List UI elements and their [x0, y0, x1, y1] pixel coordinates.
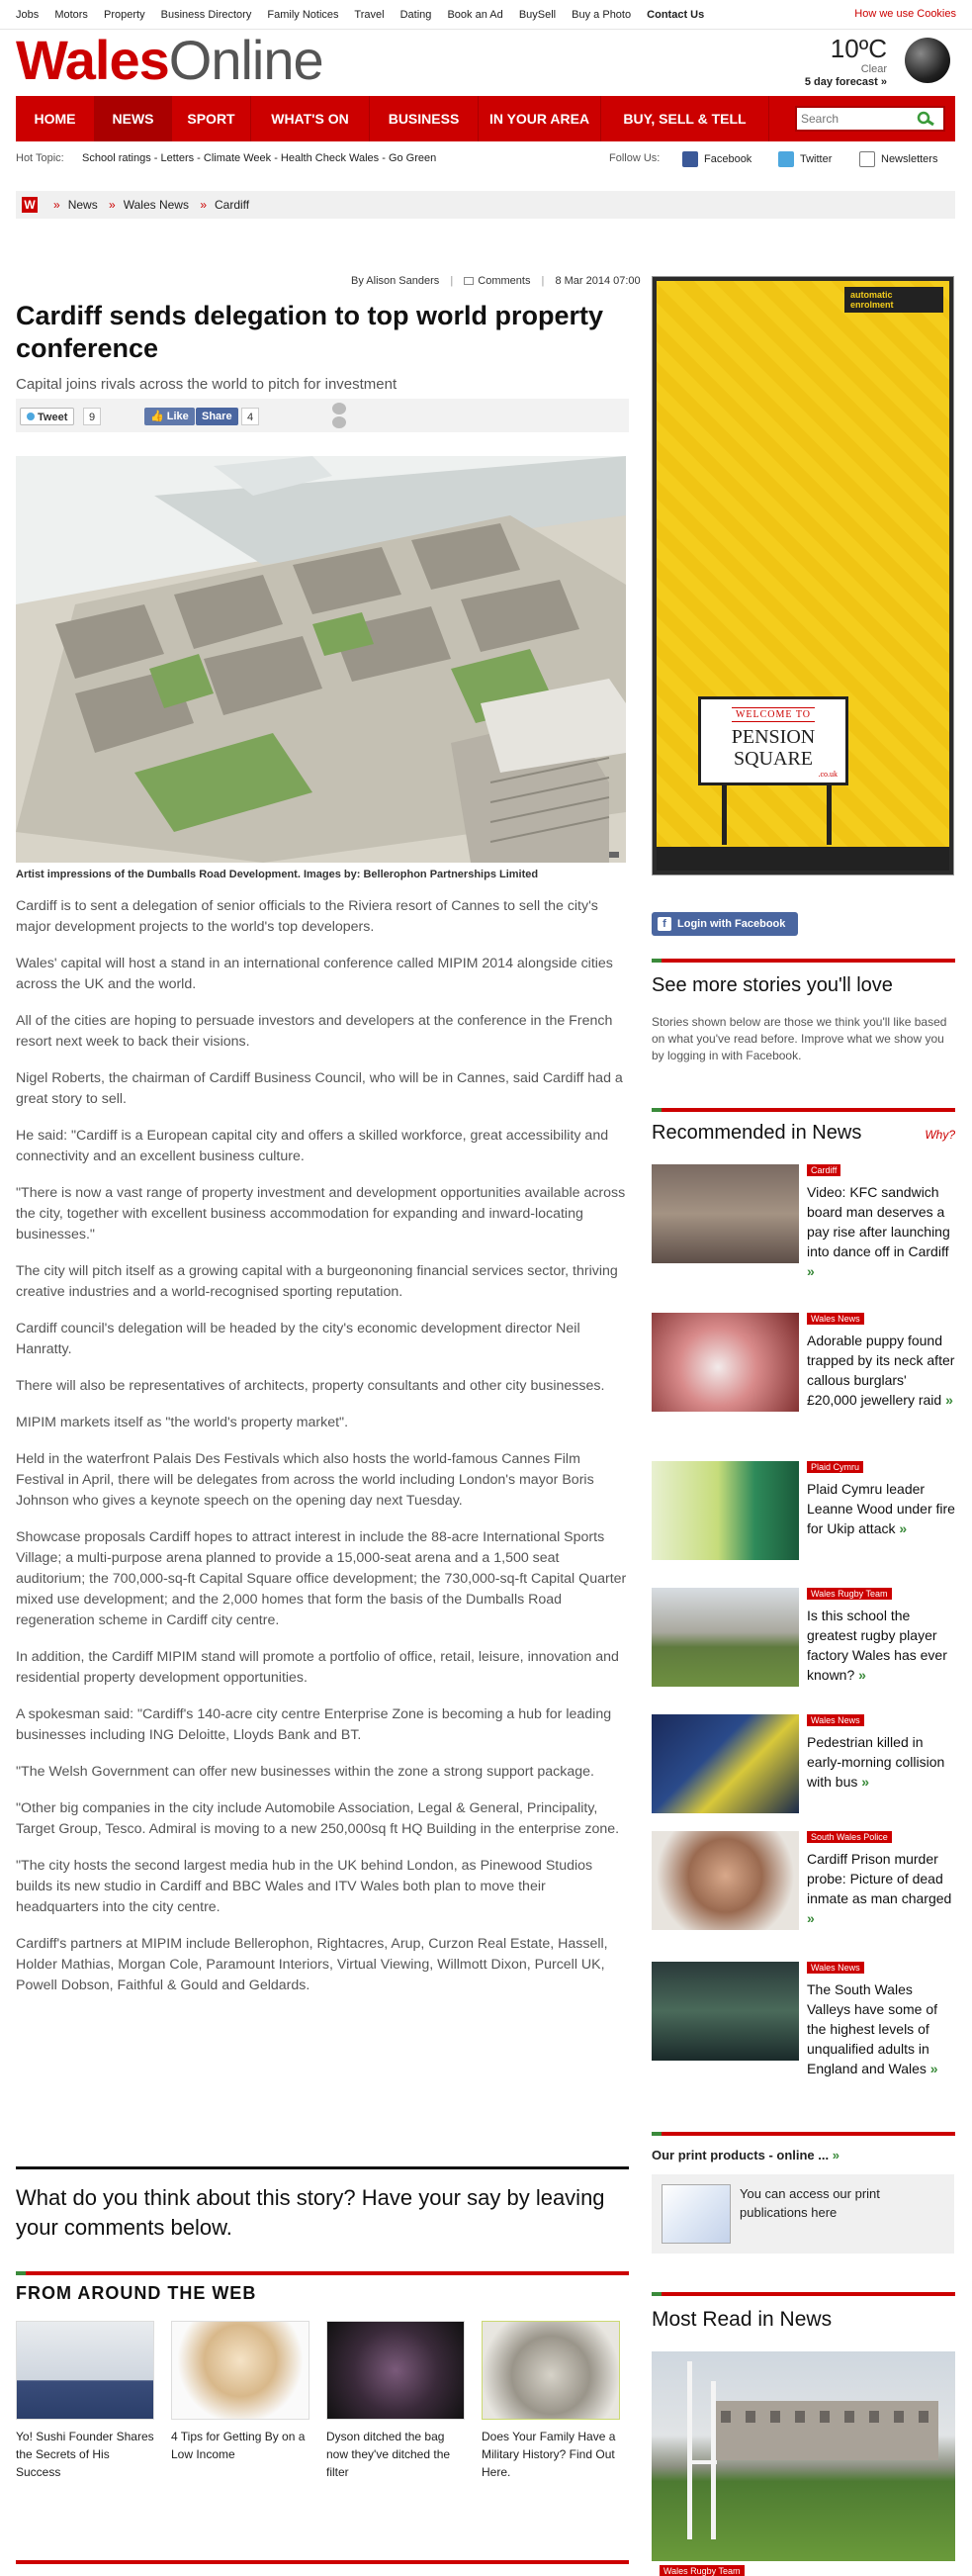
recommended-thumb	[652, 1461, 799, 1560]
comments-link[interactable]: Comments	[478, 275, 531, 287]
see-more-text: Stories shown below are those we think you'll like based on what you've read before. Improve what we show you by logging in with Facebook.	[652, 1015, 947, 1062]
breadcrumb-wales-news[interactable]: Wales News	[123, 198, 189, 212]
web-story-title: Yo! Sushi Founder Shares the Secrets of His Success	[16, 2430, 154, 2479]
article-paragraph: He said: "Cardiff is a European capital city and offers a skilled workforce, great accessibility and connectivity and an excellent business culture.	[16, 1128, 609, 1164]
article-headline: Cardiff sends delegation to top world property conference	[16, 301, 604, 363]
recommended-title-text	[807, 1182, 955, 1281]
utility-link-buysell[interactable]: BuySell	[518, 9, 557, 21]
follow-us-label: Follow Us:	[609, 152, 661, 164]
utility-link-family-notices[interactable]: Family Notices	[267, 9, 339, 21]
recommended-tag: Cardiff	[807, 1164, 840, 1176]
arrow-icon: »	[807, 1263, 815, 1279]
section-divider	[652, 2292, 955, 2296]
most-read-image[interactable]	[652, 2351, 955, 2561]
article-standfirst: Capital joins rivals across the world to pitch for investment	[16, 376, 398, 393]
utility-links	[16, 9, 717, 21]
article-paragraph: The city will pitch itself as a growing capital with a burgeononing financial services sector, thriving creative industries and a world-recognised sporting reputation.	[16, 1263, 618, 1300]
print-products-text: You can access our print publications here	[740, 2186, 880, 2220]
article-paragraph: "The city hosts the second largest media hub in the UK behind London, as Pinewood Studios builds its new studio in Cardiff and BBC Wales and ITV Wales both plan to move their headquarters into the city centre.	[16, 1858, 593, 1915]
search-icon[interactable]	[916, 111, 937, 127]
article-paragraph: A spokesman said: "Cardiff's 140-acre city centre Enterprise Zone is becoming a hub for leading businesses including ING Deloitte, Lloyds Bank and BT.	[16, 1706, 612, 1743]
web-story-image	[171, 2321, 309, 2420]
comment-icon	[464, 277, 474, 285]
facebook-follow-link[interactable]	[682, 148, 751, 170]
weather-widget	[788, 34, 956, 91]
twitter-label: Twitter	[800, 153, 833, 165]
ad-brand: automatic enrolment	[844, 287, 943, 313]
article-paragraph: "There is now a vast range of property investment and development opportunities available across the city, together with excellent business accommodation for expanding and inward-locating businesses."	[16, 1185, 626, 1242]
article-paragraph: MIPIM markets itself as "the world's property market".	[16, 1415, 349, 1430]
section-divider	[652, 1108, 955, 1112]
recommended-headline: Pedestrian killed in early-morning collision with bus	[807, 1734, 945, 1790]
utility-link-contact-us[interactable]: Contact Us	[647, 9, 705, 21]
recommended-item[interactable]	[652, 1714, 954, 1843]
ad-sign-post	[827, 785, 832, 845]
utility-link-dating[interactable]: Dating	[399, 9, 432, 21]
nav-in-your-area[interactable]: IN YOUR AREA	[479, 96, 601, 141]
recommended-title-text	[807, 1732, 955, 1792]
recommended-title: Recommended in News	[652, 1122, 862, 1144]
article-paragraph: Cardiff is to sent a delegation of senior officials to the Riviera resort of Cannes to sell the city's major development projects to the world's top developers.	[16, 898, 598, 935]
home-w-icon[interactable]: W	[22, 197, 38, 213]
thumbs-up-icon: 👍	[150, 411, 164, 422]
arrow-icon: »	[832, 2148, 839, 2162]
newsletters-link[interactable]	[859, 148, 937, 170]
article-paragraph: Showcase proposals Cardiff hopes to attract interest in include the 88-acre International Sports Village; a multi-purpose arena planned to provide a 15,000-seat arena and a 1,500 seat auditorium; the 700,000-sq-ft Capital Square office development; the 730,000-sq-ft Capital Quarter mixed use development; and the 2,000 homes that form the basis of the Dumballs Road regeneration scheme in Cardiff city centre.	[16, 1529, 627, 1628]
advertisement[interactable]	[652, 276, 954, 875]
arrow-icon: »	[807, 1910, 815, 1926]
nav-news[interactable]: NEWS	[95, 96, 172, 141]
facebook-login-button[interactable]	[652, 912, 798, 936]
facebook-label: Facebook	[704, 153, 752, 165]
recommended-title-text	[807, 1606, 955, 1685]
recommended-tag: Wales News	[807, 1313, 864, 1325]
article-paragraph: "The Welsh Government can offer new businesses within the zone a strong support package.	[16, 1764, 594, 1780]
utility-link-book-an-ad[interactable]: Book an Ad	[447, 9, 503, 21]
facebook-like-button[interactable]	[144, 408, 195, 425]
arrow-icon: »	[858, 1667, 866, 1683]
from-around-web-title: FROM AROUND THE WEB	[16, 2283, 257, 2303]
weather-forecast-link[interactable]: 5 day forecast »	[804, 76, 887, 88]
twitter-bird-icon	[27, 413, 35, 420]
ad-sign-top: WELCOME TO	[732, 707, 815, 722]
utility-link-business-directory[interactable]: Business Directory	[160, 9, 252, 21]
article-hero-image	[16, 456, 626, 863]
tweet-count: 9	[83, 408, 101, 425]
recommended-item[interactable]	[652, 1313, 954, 1441]
ad-sign	[698, 696, 848, 785]
nav-business[interactable]: BUSINESS	[370, 96, 479, 141]
article-paragraph: Cardiff's partners at MIPIM include Bellerophon, Rightacres, Arup, Curzon Real Estate, Hassell, Holder Mathias, Morgan Cole, Paramount Interiors, Virtual Viewing, Willmott Dixon, Purcell UK, Powell Dobson, Faithful & Gould and Geldards.	[16, 1936, 608, 1993]
article-body	[16, 896, 629, 2012]
utility-link-travel[interactable]: Travel	[354, 9, 385, 21]
recommended-item[interactable]	[652, 1164, 954, 1293]
see-more-title: See more stories you'll love	[652, 974, 893, 996]
share-plus-icon[interactable]	[332, 403, 346, 414]
print-products-title[interactable]	[652, 2148, 839, 2162]
article-paragraph: In addition, the Cardiff MIPIM stand will promote a portfolio of office, retail, leisure, innovation and residential property development opportunities.	[16, 1649, 619, 1686]
facebook-share-button[interactable]: Share	[196, 408, 238, 425]
ad-sign-main: PENSION SQUARE	[731, 726, 816, 770]
recommended-headline: Plaid Cymru leader Leanne Wood under fire for Ukip attack	[807, 1481, 955, 1536]
recommended-tag: Wales Rugby Team	[807, 1588, 892, 1600]
author-link[interactable]: By Alison Sanders	[351, 275, 440, 287]
utility-link-motors[interactable]: Motors	[54, 9, 88, 21]
utility-link-jobs[interactable]: Jobs	[16, 9, 40, 21]
weather-condition: Clear	[860, 63, 887, 75]
recommended-thumb	[652, 1831, 799, 1930]
hot-topic-links[interactable]: School ratings - Letters - Climate Week - Health Check Wales - Go Green	[82, 152, 437, 164]
search-input[interactable]	[801, 110, 912, 128]
search-box	[795, 106, 945, 132]
ad-skyline	[657, 847, 949, 871]
breadcrumb-cardiff[interactable]: Cardiff	[215, 198, 250, 212]
most-read-tag: Wales Rugby Team	[660, 2565, 745, 2576]
web-story-title: Dyson ditched the bag now they've ditched the filter	[326, 2430, 451, 2479]
recommended-tag: Plaid Cymru	[807, 1461, 863, 1473]
recommended-headline: Video: KFC sandwich board man deserves a pay rise after launching into dance off in Cardiff	[807, 1184, 950, 1259]
arrow-icon: »	[899, 1520, 908, 1536]
like-label: Like	[166, 411, 189, 422]
recommended-title-text	[807, 1849, 955, 1928]
facebook-icon	[682, 151, 698, 167]
share-count: 4	[241, 408, 259, 425]
web-story-card[interactable]	[326, 2321, 467, 2481]
section-divider	[16, 2271, 629, 2275]
article-paragraph: There will also be representatives of architects, property consultants and other city businesses.	[16, 1378, 605, 1394]
recommended-tag: Wales News	[807, 1962, 864, 1974]
logo-wales: Wales	[16, 29, 169, 91]
arrow-icon: »	[861, 1774, 870, 1790]
recommended-headline: The South Wales Valleys have some of the highest levels of unqualified adults in England and Wales	[807, 1981, 938, 2076]
recommended-tag: Wales News	[807, 1714, 864, 1726]
arrow-icon: »	[929, 2061, 938, 2076]
web-story-card[interactable]	[482, 2321, 622, 2481]
cookies-link[interactable]: How we use Cookies	[854, 8, 956, 20]
web-story-title: Does Your Family Have a Military History? Find Out Here.	[482, 2430, 616, 2479]
arrow-icon: »	[945, 1392, 953, 1408]
article-paragraph: Cardiff council's delegation will be headed by the city's economic development director Neil Hanratty.	[16, 1321, 580, 1357]
article-date: 8 Mar 2014 07:00	[555, 275, 641, 287]
article-paragraph: Nigel Roberts, the chairman of Cardiff Business Council, who will be in Cannes, said Cardiff had a great story to sell.	[16, 1070, 623, 1107]
magazine-icon	[662, 2184, 731, 2244]
recommended-item[interactable]	[652, 1461, 954, 1590]
article-byline: By Alison Sanders | Comments | 8 Mar 2014 07:00	[351, 275, 641, 287]
print-products-box[interactable]	[652, 2174, 954, 2254]
recommended-item[interactable]	[652, 1831, 954, 1960]
section-divider	[16, 2560, 629, 2564]
web-story-image	[326, 2321, 465, 2420]
recommended-item[interactable]	[652, 1588, 954, 1716]
article-paragraph: Held in the waterfront Palais Des Festivals which also hosts the world-famous Cannes Film Festival in April, there will be delegates from across the world including London's mayor Boris Johnson who gives a keynote speech on the opening day next Tuesday.	[16, 1451, 594, 1509]
ad-sign-post	[722, 785, 727, 845]
section-divider	[652, 959, 955, 963]
section-divider	[652, 2132, 955, 2136]
print-products-label: Our print products - online ...	[652, 2148, 830, 2162]
recommended-thumb	[652, 1164, 799, 1263]
dumballs-road-render	[16, 456, 626, 863]
breadcrumb: W » News » Wales News » Cardiff	[16, 191, 955, 219]
article-paragraph: "Other big companies in the city include Automobile Association, Legal & General, Principality, Target Group, Tesco. Admiral is moving to a new 250,000sq ft HQ Building in the enterprise zone.	[16, 1800, 620, 1837]
comments-prompt: What do you think about this story? Have your say by leaving your comments below.	[16, 2166, 629, 2243]
share-bar	[16, 399, 629, 432]
twitter-icon	[778, 151, 794, 167]
breadcrumb-news[interactable]: News	[67, 198, 98, 212]
logo-online: Online	[168, 29, 323, 91]
recommended-tag: South Wales Police	[807, 1831, 892, 1843]
nav-buy-sell-tell[interactable]: BUY, SELL & TELL	[601, 96, 769, 141]
newsletters-label: Newsletters	[881, 153, 938, 165]
hot-topics-bar	[16, 148, 955, 170]
nav-whats-on[interactable]: WHAT'S ON	[251, 96, 370, 141]
recommended-thumb	[652, 1588, 799, 1687]
web-story-card[interactable]	[16, 2321, 156, 2481]
web-story-title: 4 Tips for Getting By on a Low Income	[171, 2430, 306, 2461]
web-story-image	[16, 2321, 154, 2420]
nav-home[interactable]: HOME	[16, 96, 95, 141]
utility-link-property[interactable]: Property	[104, 9, 145, 21]
twitter-follow-link[interactable]	[778, 148, 832, 170]
tweet-label: Tweet	[38, 412, 68, 423]
image-caption: Artist impressions of the Dumballs Road Development. Images by: Bellerophon Partnerships Limited	[16, 869, 539, 880]
article-paragraph: All of the cities are hoping to persuade investors and developers at the conference in the French resort next week to back their visions.	[16, 1013, 613, 1050]
recommended-title-text	[807, 1979, 955, 2078]
nav-sport[interactable]: SPORT	[172, 96, 251, 141]
web-story-card[interactable]	[171, 2321, 311, 2463]
newsletter-icon	[859, 151, 875, 167]
facebook-icon: f	[658, 917, 671, 931]
facebook-login-label: Login with Facebook	[677, 918, 786, 930]
recommended-thumb	[652, 1714, 799, 1813]
recommended-headline: Is this school the greatest rugby player factory Wales has ever known?	[807, 1608, 947, 1683]
recommended-title-text	[807, 1479, 955, 1538]
recommended-title-text	[807, 1331, 955, 1410]
main-navigation	[16, 96, 955, 141]
recommended-item[interactable]	[652, 1962, 954, 2110]
moon-icon	[905, 38, 950, 83]
hot-topic-label: Hot Topic:	[16, 152, 64, 164]
most-read-photo	[652, 2351, 955, 2561]
ad-sign-sub: .co.uk	[818, 770, 838, 779]
utility-bar	[0, 0, 972, 30]
recommended-headline: Cardiff Prison murder probe: Picture of dead inmate as man charged	[807, 1851, 952, 1906]
web-story-image	[482, 2321, 620, 2420]
utility-link-buy-a-photo[interactable]: Buy a Photo	[572, 9, 632, 21]
recommended-why-link[interactable]: Why?	[925, 1128, 955, 1142]
weather-temperature: 10ºC	[830, 34, 887, 63]
most-read-title: Most Read in News	[652, 2308, 833, 2331]
tweet-button[interactable]	[20, 408, 74, 425]
recommended-thumb	[652, 1962, 799, 2061]
share-email-icon[interactable]	[332, 416, 346, 428]
article-paragraph: Wales' capital will host a stand in an international conference called MIPIM 2014 alongside cities across the UK and the world.	[16, 956, 613, 992]
site-logo[interactable]	[16, 30, 323, 91]
recommended-headline: Adorable puppy found trapped by its neck after callous burglars' £20,000 jewellery raid	[807, 1333, 955, 1408]
recommended-thumb	[652, 1313, 799, 1412]
